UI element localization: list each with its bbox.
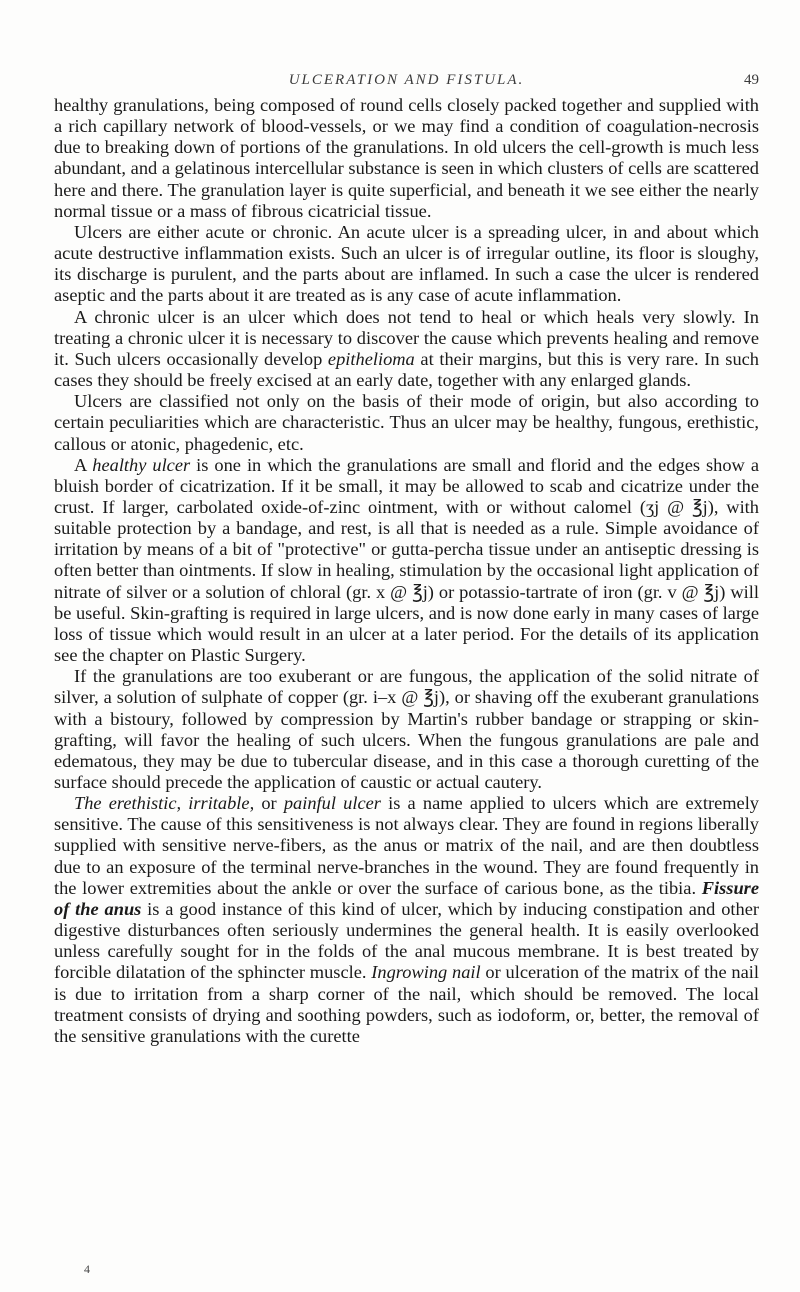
- paragraph-healthy-ulcer: [54, 455, 759, 667]
- text-run: A chronic ulcer is an ulcer which does not tend to heal or which heals very slowly. In treating a chronic ulcer it is necessary to discover the cause which prevents healing and remove it. Such ulcers occasionally develop: [54, 306, 759, 369]
- paragraph-acute-chronic: [54, 222, 759, 307]
- text-run: is a name applied to ulcers which are extremely sensitive. The cause of this sensitiveness is not always clear. They are found in regions liberally supplied with sensitive nerve-fibers, as the anus or matrix of the nail, and are then doubtless due to an exposure of the terminal nerve-branches in the wound. They are found frequently in the lower extremities about the ankle or over the surface of carious bone, as the tibia.: [54, 793, 760, 898]
- body-text: [54, 95, 759, 1047]
- emphasis-term: The erethistic, irritable,: [74, 793, 255, 814]
- text-run: Ulcers are classified not only on the basis of their mode of origin, but also according to certain peculiarities which are characteristic. Thus an ulcer may be healthy, fungous, erethistic, callous or atonic, phagedenic, etc.: [54, 391, 759, 454]
- text-run: If the granulations are too exuberant or are fungous, the application of the solid nitrate of silver, a solution of sulphate of copper (gr. i–x @ ℥j), or shaving off the exuberant granulations with a bistoury, followed by compression by Martin's rubber bandage or strapping or skin-grafting, will favor the healing of such ulcers. When the fungous granulations are pale and edematous, they may be due to tubercular disease, and in this case a thorough curetting of the surface should precede the application of caustic or actual cautery.: [54, 666, 759, 792]
- paragraph-fungous-granulations: [54, 666, 759, 793]
- running-head: [54, 72, 759, 94]
- text-run: is one in which the granulations are small and florid and the edges show a bluish border of cicatrization. If it be small, it may be allowed to scab and cicatrize under the crust. If larger, carbolated oxide-of-zinc ointment, with or without calomel (ʒj @ ℥j), with suitable protection by a bandage, and rest, is all that is needed as a rule. Simple avoidance of irritation by means of a bit of "protective" or gutta-percha tissue under an antiseptic dressing is often better than ointments. If slow in healing, stimulation by the occasional light application of nitrate of silver or a solution of chloral (gr. x @ ℥j) or potassio-tartrate of iron (gr. v @ ℥j) will be useful. Skin-grafting is required in large ulcers, and is now done early in many cases of large loss of tissue which would result in an ulcer at a later period. For the details of its application see the chapter on Plastic Surgery.: [54, 454, 759, 666]
- text-run: healthy granulations, being composed of round cells closely packed together and supplied with a rich capillary network of blood-vessels, or we may find a condition of coagulation-necrosis due to breaking down of portions of the granulations. In old ulcers the cell-growth is much less abundant, and a gelatinous intercellular substance is seen in which clusters of cells are scattered here and there. The granulation layer is quite superficial, and beneath it we see either the nearly normal tissue or a mass of fibrous cicatricial tissue.: [54, 95, 759, 221]
- text-run: Ulcers are either acute or chronic. An acute ulcer is a spreading ulcer, in and about which acute destructive inflammation exists. Such an ulcer is of irregular outline, its floor is sloughy, its discharge is purulent, and the parts about are inflamed. In such a case the ulcer is rendered aseptic and the parts about it are treated as is any case of acute inflammation.: [54, 221, 759, 306]
- paragraph-classification: [54, 391, 759, 454]
- text-run: is a good instance of this kind of ulcer, which by inducing constipation and other digestive disturbances often seriously undermines the general health. It is easily overlooked unless carefully sought for in the folds of the anal mucous membrane. It is best treated by forcible dilatation of the sphincter muscle.: [54, 898, 759, 983]
- text-run: A: [74, 454, 93, 475]
- emphasis-term: Ingrowing nail: [371, 962, 481, 983]
- emphasis-term: painful ulcer: [283, 793, 381, 814]
- text-run: or ulceration of the matrix of the nail is due to irritation from a sharp corner of the nail, which should be removed. The local treatment consists of drying and soothing powders, such as iodoform, or, better, the removal of the sensitive granulations with the curette: [54, 962, 759, 1046]
- running-title: ULCERATION AND FISTULA.: [288, 72, 525, 88]
- page-number: 49: [744, 72, 759, 88]
- bold-emphasis-term: Fissure of the anus: [54, 877, 759, 919]
- text-run: at their margins, but this is very rare. In such cases they should be freely excised at an early date, together with any enlarged glands.: [54, 348, 759, 391]
- paragraph-chronic-ulcer: [54, 307, 759, 392]
- emphasis-term: healthy ulcer: [92, 454, 191, 475]
- signature-mark: 4: [84, 1262, 90, 1276]
- paragraph-erethistic-ulcer: [54, 793, 759, 1047]
- emphasis-term: epithelioma: [327, 348, 415, 369]
- text-run: or: [254, 793, 284, 814]
- paragraph-ulcer-histology: [54, 95, 759, 222]
